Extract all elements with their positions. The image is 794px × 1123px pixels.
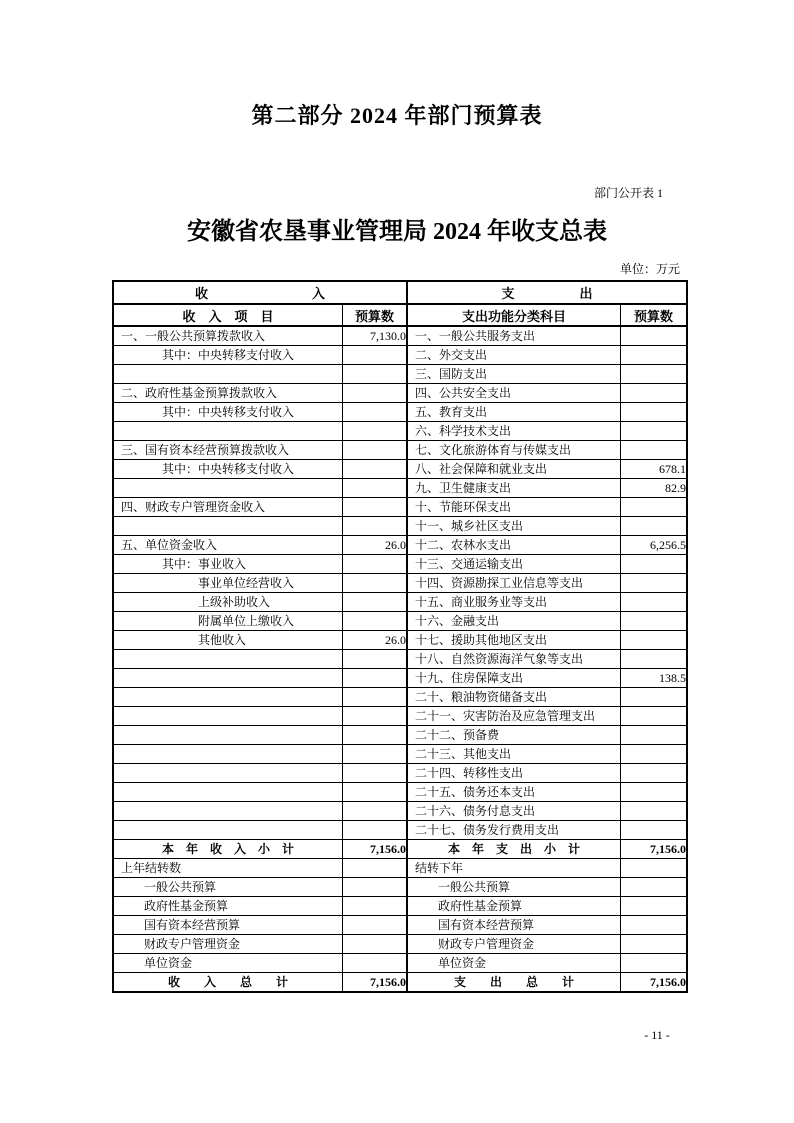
page-number: - 11 - <box>644 1028 670 1042</box>
income-item-cell: 上级补助收入 <box>113 593 343 612</box>
table-row <box>113 688 687 707</box>
expense-item-cell: 十七、援助其他地区支出 <box>407 631 620 650</box>
income-item-cell: 附属单位上缴收入 <box>113 612 343 631</box>
expense-budget-cell <box>621 802 688 821</box>
income-budget-cell: 7,156.0 <box>343 973 407 993</box>
income-item-cell <box>113 422 343 441</box>
expense-item-cell: 十四、资源勘探工业信息等支出 <box>407 574 620 593</box>
expense-item-cell: 国有资本经营预算 <box>407 916 620 935</box>
income-budget-cell <box>343 517 407 536</box>
expense-budget-cell <box>621 821 688 840</box>
income-budget-column-header: 预算数 <box>343 304 407 326</box>
expense-budget-cell <box>621 346 688 365</box>
table-row <box>113 973 687 993</box>
section-header-row <box>113 281 687 304</box>
income-budget-cell <box>343 802 407 821</box>
income-item-cell: 其中：中央转移支付收入 <box>113 346 343 365</box>
expense-budget-cell <box>621 403 688 422</box>
income-section-header: 收 入 <box>113 281 407 304</box>
table-row <box>113 726 687 745</box>
income-budget-cell <box>343 954 407 973</box>
expense-budget-cell <box>621 384 688 403</box>
expense-item-cell: 一般公共预算 <box>407 878 620 897</box>
income-budget-cell <box>343 441 407 460</box>
income-item-cell: 收 入 总 计 <box>113 973 343 993</box>
table-row <box>113 954 687 973</box>
income-item-cell: 五、单位资金收入 <box>113 536 343 555</box>
expense-item-cell: 十、节能环保支出 <box>407 498 620 517</box>
income-budget-cell <box>343 745 407 764</box>
income-item-cell: 一、一般公共预算拨款收入 <box>113 326 343 346</box>
income-budget-cell <box>343 688 407 707</box>
expense-budget-cell <box>621 365 688 384</box>
expense-budget-cell <box>621 745 688 764</box>
income-budget-cell: 26.0 <box>343 631 407 650</box>
income-item-cell <box>113 821 343 840</box>
expense-item-cell: 单位资金 <box>407 954 620 973</box>
expense-budget-cell <box>621 726 688 745</box>
income-budget-cell <box>343 669 407 688</box>
income-item-cell: 上年结转数 <box>113 859 343 878</box>
expense-item-cell: 结转下年 <box>407 859 620 878</box>
income-item-cell <box>113 517 343 536</box>
unit-label: 单位：万元 <box>619 262 680 276</box>
income-item-cell <box>113 707 343 726</box>
table-row <box>113 802 687 821</box>
expense-budget-cell <box>621 650 688 669</box>
table-row <box>113 326 687 346</box>
income-budget-cell: 7,130.0 <box>343 326 407 346</box>
table-row <box>113 441 687 460</box>
income-budget-cell <box>343 935 407 954</box>
expense-budget-cell <box>621 326 688 346</box>
expense-budget-column-header: 预算数 <box>621 304 688 326</box>
income-budget-cell <box>343 612 407 631</box>
income-item-cell: 其中：中央转移支付收入 <box>113 460 343 479</box>
expense-item-cell: 政府性基金预算 <box>407 897 620 916</box>
expense-item-cell: 十二、农林水支出 <box>407 536 620 555</box>
income-budget-cell <box>343 555 407 574</box>
expense-budget-cell <box>621 555 688 574</box>
table-row <box>113 707 687 726</box>
income-budget-cell <box>343 593 407 612</box>
expense-item-cell: 二十三、其他支出 <box>407 745 620 764</box>
table-title: 安徽省农垦事业管理局 2024 年收支总表 <box>187 219 607 245</box>
table-row <box>113 612 687 631</box>
expense-budget-cell <box>621 935 688 954</box>
expense-item-cell: 十五、商业服务业等支出 <box>407 593 620 612</box>
budget-summary-table <box>112 280 688 993</box>
table-row <box>113 631 687 650</box>
expense-item-cell: 二十四、转移性支出 <box>407 764 620 783</box>
income-item-cell: 单位资金 <box>113 954 343 973</box>
table-row <box>113 764 687 783</box>
income-budget-cell <box>343 403 407 422</box>
income-item-cell: 政府性基金预算 <box>113 897 343 916</box>
income-budget-cell <box>343 726 407 745</box>
table-row <box>113 669 687 688</box>
income-item-cell: 三、国有资本经营预算拨款收入 <box>113 441 343 460</box>
expense-budget-cell <box>621 897 688 916</box>
table-row <box>113 403 687 422</box>
income-budget-cell <box>343 346 407 365</box>
expense-budget-cell: 6,256.5 <box>621 536 688 555</box>
table-row <box>113 821 687 840</box>
income-budget-cell <box>343 821 407 840</box>
expense-budget-cell <box>621 441 688 460</box>
expense-budget-cell <box>621 707 688 726</box>
column-header-row <box>113 304 687 326</box>
income-budget-cell: 7,156.0 <box>343 840 407 859</box>
table-row <box>113 745 687 764</box>
expense-item-cell: 本 年 支 出 小 计 <box>407 840 620 859</box>
income-item-cell: 其中：事业收入 <box>113 555 343 574</box>
table-row <box>113 897 687 916</box>
income-budget-cell <box>343 897 407 916</box>
expense-item-cell: 二十二、预备费 <box>407 726 620 745</box>
expense-item-cell: 十三、交通运输支出 <box>407 555 620 574</box>
income-budget-cell <box>343 916 407 935</box>
expense-budget-cell <box>621 574 688 593</box>
expense-item-cell: 九、卫生健康支出 <box>407 479 620 498</box>
expense-item-cell: 四、公共安全支出 <box>407 384 620 403</box>
expense-budget-cell: 7,156.0 <box>621 840 688 859</box>
table-row <box>113 574 687 593</box>
expense-budget-cell <box>621 517 688 536</box>
income-item-cell: 事业单位经营收入 <box>113 574 343 593</box>
expense-budget-cell <box>621 783 688 802</box>
table-row <box>113 555 687 574</box>
expense-budget-cell <box>621 631 688 650</box>
table-row <box>113 840 687 859</box>
table-row <box>113 422 687 441</box>
expense-budget-cell <box>621 859 688 878</box>
expense-item-cell: 十八、自然资源海洋气象等支出 <box>407 650 620 669</box>
table-row <box>113 859 687 878</box>
expense-item-cell: 二十一、灾害防治及应急管理支出 <box>407 707 620 726</box>
part-title: 第二部分 2024 年部门预算表 <box>251 103 543 128</box>
income-item-cell: 国有资本经营预算 <box>113 916 343 935</box>
budget-table-body <box>113 326 687 992</box>
income-item-cell <box>113 650 343 669</box>
income-item-cell: 本 年 收 入 小 计 <box>113 840 343 859</box>
income-budget-cell <box>343 764 407 783</box>
income-item-cell <box>113 688 343 707</box>
expense-item-cell: 支 出 总 计 <box>407 973 620 993</box>
income-item-cell <box>113 669 343 688</box>
expense-budget-cell: 82.9 <box>621 479 688 498</box>
income-budget-cell <box>343 783 407 802</box>
expense-budget-cell <box>621 878 688 897</box>
table-row <box>113 650 687 669</box>
income-budget-cell <box>343 498 407 517</box>
table-row <box>113 365 687 384</box>
expense-item-cell: 五、教育支出 <box>407 403 620 422</box>
income-item-cell <box>113 726 343 745</box>
income-item-cell: 四、财政专户管理资金收入 <box>113 498 343 517</box>
expense-budget-cell: 7,156.0 <box>621 973 688 993</box>
expense-item-cell: 二十五、债务还本支出 <box>407 783 620 802</box>
income-item-cell <box>113 764 343 783</box>
income-item-cell: 财政专户管理资金 <box>113 935 343 954</box>
table-row <box>113 916 687 935</box>
income-item-cell <box>113 802 343 821</box>
income-budget-cell <box>343 707 407 726</box>
table-row <box>113 536 687 555</box>
income-item-cell <box>113 745 343 764</box>
income-budget-cell <box>343 878 407 897</box>
table-row <box>113 479 687 498</box>
expense-item-column-header: 支出功能分类科目 <box>407 304 620 326</box>
income-item-cell: 一般公共预算 <box>113 878 343 897</box>
table-row <box>113 878 687 897</box>
expense-budget-cell <box>621 764 688 783</box>
table-row <box>113 460 687 479</box>
expense-item-cell: 财政专户管理资金 <box>407 935 620 954</box>
income-budget-cell: 26.0 <box>343 536 407 555</box>
income-budget-cell <box>343 859 407 878</box>
income-budget-cell <box>343 384 407 403</box>
income-budget-cell <box>343 460 407 479</box>
table-row <box>113 935 687 954</box>
table-row <box>113 517 687 536</box>
income-item-cell: 二、政府性基金预算拨款收入 <box>113 384 343 403</box>
expense-item-cell: 三、国防支出 <box>407 365 620 384</box>
income-budget-cell <box>343 574 407 593</box>
expense-item-cell: 二、外交支出 <box>407 346 620 365</box>
expense-item-cell: 七、文化旅游体育与传媒支出 <box>407 441 620 460</box>
expense-item-cell: 六、科学技术支出 <box>407 422 620 441</box>
expense-item-cell: 八、社会保障和就业支出 <box>407 460 620 479</box>
expense-item-cell: 十六、金融支出 <box>407 612 620 631</box>
table-row <box>113 783 687 802</box>
expense-item-cell: 二十七、债务发行费用支出 <box>407 821 620 840</box>
income-budget-cell <box>343 365 407 384</box>
expense-budget-cell <box>621 916 688 935</box>
expense-budget-cell <box>621 688 688 707</box>
table-row <box>113 498 687 517</box>
income-item-cell <box>113 479 343 498</box>
table-row <box>113 384 687 403</box>
income-budget-cell <box>343 650 407 669</box>
expense-item-cell: 十九、住房保障支出 <box>407 669 620 688</box>
expense-budget-cell <box>621 422 688 441</box>
expense-budget-cell <box>621 593 688 612</box>
expense-item-cell: 二十六、债务付息支出 <box>407 802 620 821</box>
expense-budget-cell: 138.5 <box>621 669 688 688</box>
income-item-cell <box>113 365 343 384</box>
expense-budget-cell <box>621 612 688 631</box>
table-index-label: 部门公开表 1 <box>593 186 663 200</box>
expense-budget-cell <box>621 498 688 517</box>
income-budget-cell <box>343 479 407 498</box>
expense-item-cell: 十一、城乡社区支出 <box>407 517 620 536</box>
table-row <box>113 346 687 365</box>
income-item-cell: 其中：中央转移支付收入 <box>113 403 343 422</box>
expense-section-header: 支 出 <box>407 281 687 304</box>
income-budget-cell <box>343 422 407 441</box>
income-item-cell: 其他收入 <box>113 631 343 650</box>
income-item-column-header: 收 入 项 目 <box>113 304 343 326</box>
income-item-cell <box>113 783 343 802</box>
expense-budget-cell: 678.1 <box>621 460 688 479</box>
table-row <box>113 593 687 612</box>
expense-item-cell: 二十、粮油物资储备支出 <box>407 688 620 707</box>
expense-budget-cell <box>621 954 688 973</box>
expense-item-cell: 一、一般公共服务支出 <box>407 326 620 346</box>
